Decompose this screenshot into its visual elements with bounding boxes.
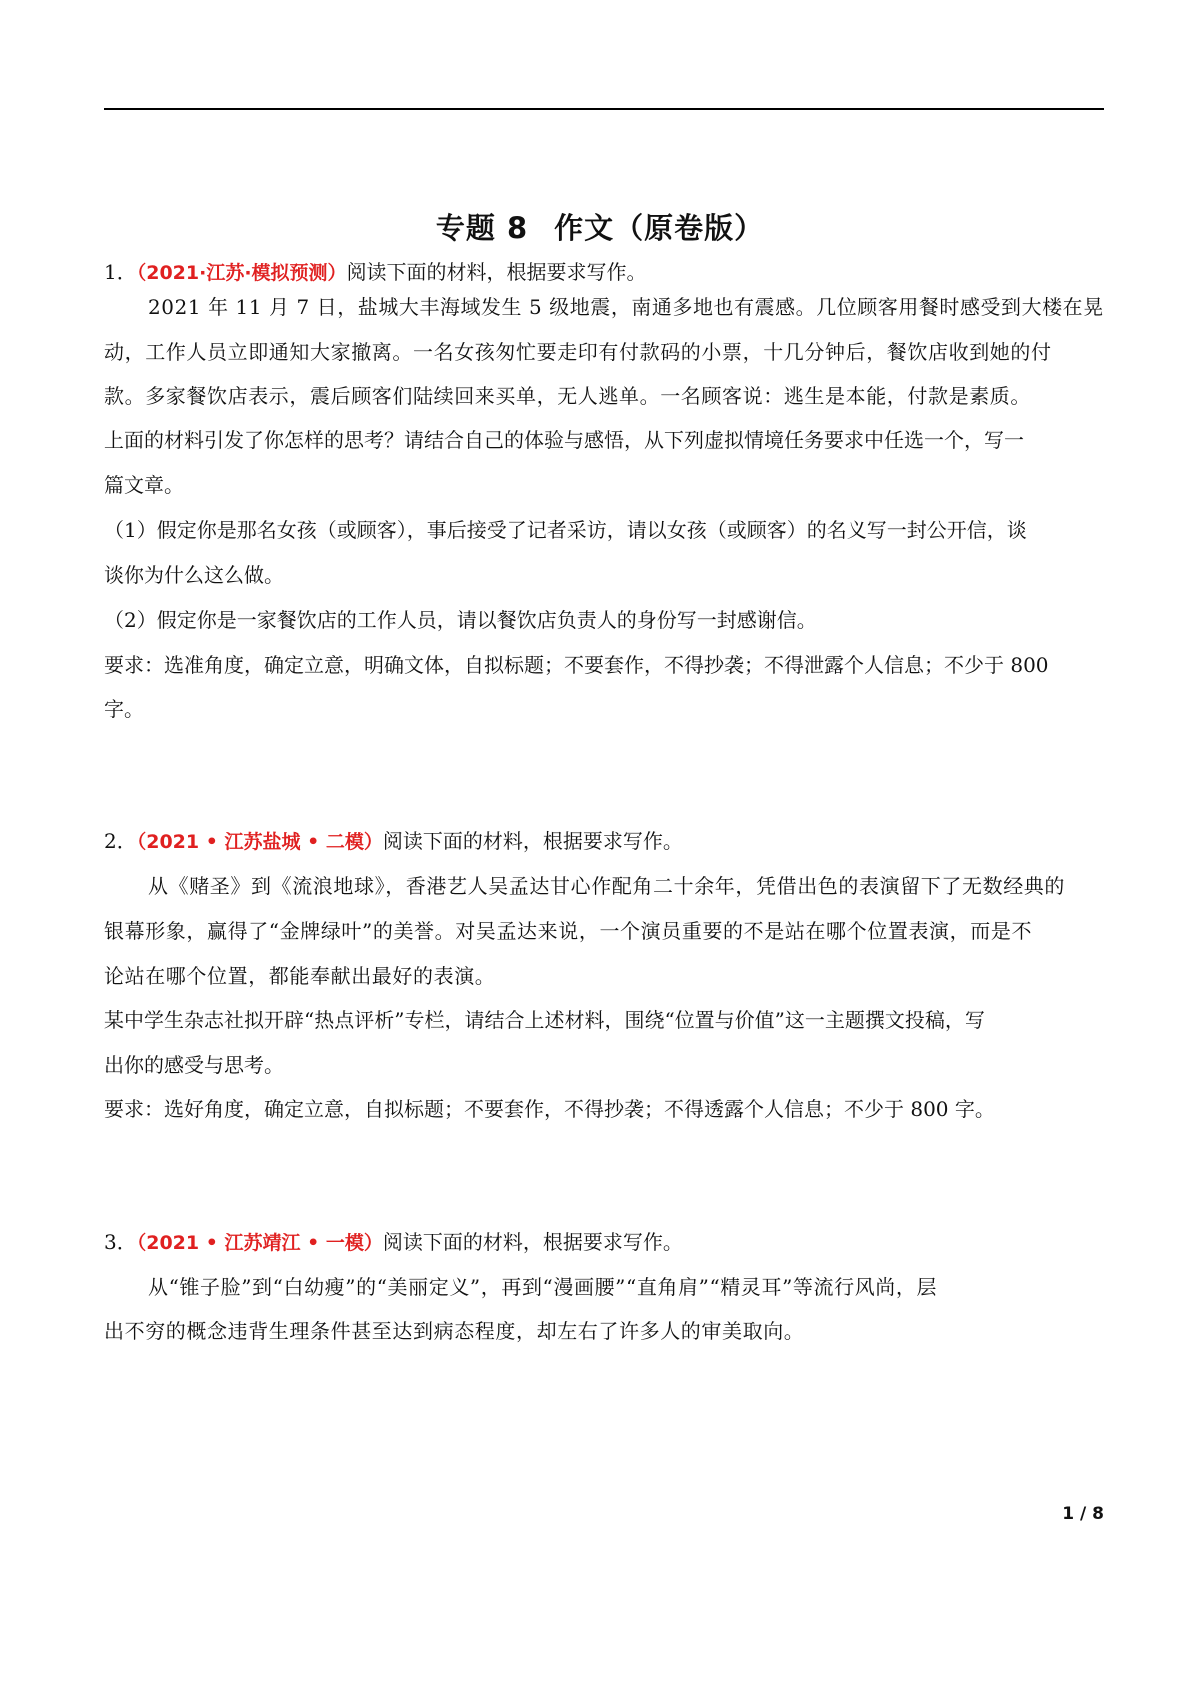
question-source: （2021·江苏·模拟预测）	[136, 262, 347, 284]
question-number: 1．	[104, 260, 137, 284]
task-line: （2）假定你是一家餐饮店的工作人员，请以餐饮店负责人的身份写一封感谢信。	[104, 608, 817, 632]
title-main: 作文（原卷版）	[554, 211, 765, 245]
page-title	[0, 206, 1200, 247]
question-prompt: 阅读下面的材料，根据要求写作。	[346, 260, 647, 284]
task-line: 篇文章。	[104, 473, 184, 497]
title-prefix: 专题 8	[435, 211, 529, 245]
page-number: 1 / 8	[1062, 1504, 1104, 1524]
requirements-line: 要求：选准角度，确定立意，明确文体，自拟标题；不要套作，不得抄袭；不得泄露个人信息；不少于 800	[104, 653, 1049, 677]
question-number: 2．	[104, 829, 137, 853]
question-source: （2021 • 江苏靖江 • 一模）	[136, 1232, 383, 1254]
question-2-header	[104, 826, 683, 857]
requirements-line: 要求：选好角度，确定立意，自拟标题；不要套作，不得抄袭；不得透露个人信息；不少于 800 字。	[104, 1097, 995, 1121]
question-1-header	[104, 257, 647, 288]
material-line: 款。多家餐饮店表示，震后顾客们陆续回来买单，无人逃单。一名顾客说：逃生是本能，付款是素质。	[104, 384, 1031, 408]
header-rule	[104, 108, 1104, 110]
question-number: 3．	[104, 1230, 137, 1254]
material-line: 从“锥子脸”到“白幼瘦”的“美丽定义”，再到“漫画腰”“直角肩”“精灵耳”等流行风尚，层	[148, 1275, 938, 1299]
task-line: 上面的材料引发了你怎样的思考？请结合自己的体验与感悟，从下列虚拟情境任务要求中任选一个，写一	[104, 428, 1024, 452]
task-line: 出你的感受与思考。	[104, 1053, 284, 1077]
question-3-header	[104, 1227, 683, 1258]
task-line: 某中学生杂志社拟开辟“热点评析”专栏，请结合上述材料，围绕“位置与价值”这一主题撰文投稿，写	[104, 1008, 985, 1032]
material-line: 2021 年 11 月 7 日，盐城大丰海域发生 5 级地震，南通多地也有震感。几位顾客用餐时感受到大楼在晃	[148, 295, 1104, 319]
material-line: 论站在哪个位置，都能奉献出最好的表演。	[104, 964, 496, 988]
task-line: 谈你为什么这么做。	[104, 563, 284, 587]
material-line: 银幕形象，赢得了“金牌绿叶”的美誉。对吴孟达来说，一个演员重要的不是站在哪个位置表演，而是不	[104, 919, 1033, 943]
requirements-line: 字。	[104, 697, 144, 721]
question-prompt: 阅读下面的材料，根据要求写作。	[382, 1230, 683, 1254]
material-line: 从《赌圣》到《流浪地球》，香港艺人吴孟达甘心作配角二十余年，凭借出色的表演留下了无数经典的	[148, 874, 1065, 898]
question-prompt: 阅读下面的材料，根据要求写作。	[382, 829, 683, 853]
material-line: 动，工作人员立即通知大家撤离。一名女孩匆忙要走印有付款码的小票，十几分钟后，餐饮店收到她的付	[104, 340, 1052, 364]
task-line: （1）假定你是那名女孩（或顾客），事后接受了记者采访，请以女孩（或顾客）的名义写一封公开信，谈	[104, 518, 1027, 542]
material-line: 出不穷的概念违背生理条件甚至达到病态程度，却左右了许多人的审美取向。	[104, 1319, 805, 1343]
question-source: （2021 • 江苏盐城 • 二模）	[136, 831, 383, 853]
